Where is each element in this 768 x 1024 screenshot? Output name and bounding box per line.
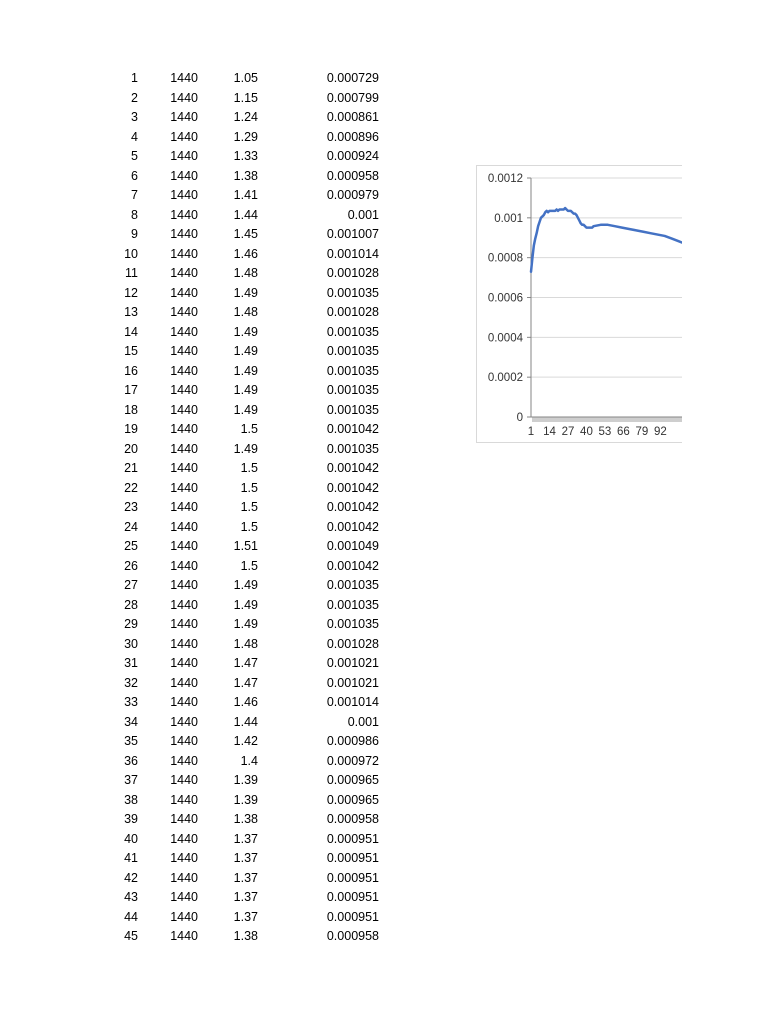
ratio-cell: 0.001035 xyxy=(326,597,379,612)
value-cell: 1.49 xyxy=(233,363,258,378)
x-tick-label: 79 xyxy=(635,426,649,438)
value-cell: 1.24 xyxy=(233,110,258,124)
value-cell: 1.38 xyxy=(233,929,258,943)
param-cell: 1440 xyxy=(170,558,198,573)
ratio-cell: 0.001028 xyxy=(326,636,379,651)
param-cell: 1440 xyxy=(170,656,198,670)
value-cell: 1.48 xyxy=(233,266,258,280)
value-cell: 1.49 xyxy=(233,597,258,612)
value-cell: 1.45 xyxy=(233,227,258,241)
ratio-cell: 0.001035 xyxy=(326,617,379,631)
row-index-cell: 10 xyxy=(124,246,138,261)
param-cell: 1440 xyxy=(170,168,198,183)
row-index-cell: 26 xyxy=(124,558,138,573)
ratio-cell: 0.001035 xyxy=(326,324,379,339)
row-index-cell: 14 xyxy=(124,324,138,339)
ratio-cell: 0.000965 xyxy=(326,792,379,807)
value-cell: 1.47 xyxy=(233,656,258,670)
chart-svg xyxy=(477,166,682,443)
param-cell: 1440 xyxy=(170,597,198,612)
y-tick-label: 0.0012 xyxy=(487,173,523,185)
row-index-cell: 34 xyxy=(124,714,138,729)
row-index-cell: 9 xyxy=(131,227,138,241)
ratio-cell: 0.000951 xyxy=(326,831,379,846)
row-index-cell: 38 xyxy=(124,792,138,807)
value-cell: 1.47 xyxy=(233,675,258,690)
row-index-cell: 22 xyxy=(124,480,138,495)
value-cell: 1.38 xyxy=(233,812,258,826)
row-index-cell: 15 xyxy=(124,344,138,358)
ratio-cell: 0.000924 xyxy=(326,149,379,163)
x-tick-label: 1 xyxy=(527,426,535,438)
ratio-cell: 0.000958 xyxy=(326,812,379,826)
param-cell: 1440 xyxy=(170,675,198,690)
ratio-cell: 0.000986 xyxy=(326,734,379,748)
param-cell: 1440 xyxy=(170,207,198,222)
y-tick-label: 0.0006 xyxy=(487,292,523,305)
row-index-cell: 13 xyxy=(124,305,138,319)
value-cell: 1.44 xyxy=(233,714,258,729)
ratio-cell: 0.000729 xyxy=(326,71,379,85)
ratio-cell: 0.001007 xyxy=(326,227,379,241)
row-index-cell: 16 xyxy=(124,363,138,378)
ratio-cell: 0.001042 xyxy=(326,461,379,475)
x-tick-label: 40 xyxy=(580,426,593,438)
param-cell: 1440 xyxy=(170,129,198,144)
value-cell: 1.5 xyxy=(240,461,258,475)
row-index-cell: 36 xyxy=(124,753,138,768)
ratio-cell: 0.001049 xyxy=(326,539,379,553)
value-cell: 1.33 xyxy=(233,149,258,163)
ratio-cell: 0.001035 xyxy=(326,383,379,397)
y-tick-label: 0 xyxy=(516,412,523,424)
param-cell: 1440 xyxy=(170,890,198,904)
value-cell: 1.15 xyxy=(233,90,258,105)
param-cell: 1440 xyxy=(170,363,198,378)
row-index-cell: 23 xyxy=(124,500,138,514)
ratio-cell: 0.001035 xyxy=(326,578,379,592)
param-cell: 1440 xyxy=(170,480,198,495)
value-cell: 1.4 xyxy=(240,753,258,768)
value-cell: 1.37 xyxy=(233,870,258,885)
ratio-cell: 0.000896 xyxy=(326,129,379,144)
y-tick-label: 0.001 xyxy=(494,212,523,225)
y-tick-label: 0.0002 xyxy=(487,372,523,385)
param-cell: 1440 xyxy=(170,851,198,865)
param-cell: 1440 xyxy=(170,714,198,729)
ratio-cell: 0.001042 xyxy=(326,519,379,534)
value-cell: 1.49 xyxy=(233,344,258,358)
row-index-cell: 43 xyxy=(124,890,138,904)
row-index-cell: 27 xyxy=(124,578,138,592)
value-cell: 1.44 xyxy=(233,207,258,222)
ratio-cell: 0.001042 xyxy=(326,480,379,495)
row-index-cell: 45 xyxy=(124,929,138,943)
row-index-cell: 35 xyxy=(124,734,138,748)
param-cell: 1440 xyxy=(170,90,198,105)
value-cell: 1.48 xyxy=(233,305,258,319)
row-index-cell: 33 xyxy=(124,695,138,709)
ratio-cell: 0.001014 xyxy=(326,246,379,261)
row-index-cell: 32 xyxy=(124,675,138,690)
x-tick-label: 53 xyxy=(598,426,612,438)
param-cell: 1440 xyxy=(170,324,198,339)
param-cell: 1440 xyxy=(170,227,198,241)
param-cell: 1440 xyxy=(170,422,198,436)
row-index-cell: 7 xyxy=(131,188,138,202)
ratio-cell: 0.000951 xyxy=(326,870,379,885)
param-cell: 1440 xyxy=(170,617,198,631)
param-cell: 1440 xyxy=(170,870,198,885)
param-cell: 1440 xyxy=(170,519,198,534)
param-cell: 1440 xyxy=(170,344,198,358)
row-index-cell: 11 xyxy=(125,266,138,280)
ratio-cell: 0.000951 xyxy=(326,851,379,865)
param-cell: 1440 xyxy=(170,266,198,280)
value-cell: 1.46 xyxy=(233,695,258,709)
param-cell: 1440 xyxy=(170,636,198,651)
param-cell: 1440 xyxy=(170,246,198,261)
row-index-cell: 8 xyxy=(131,207,138,222)
value-cell: 1.37 xyxy=(233,909,258,924)
value-cell: 1.49 xyxy=(233,617,258,631)
param-cell: 1440 xyxy=(170,695,198,709)
row-index-cell: 39 xyxy=(124,812,138,826)
ratio-cell: 0.000951 xyxy=(326,909,379,924)
row-index-cell: 19 xyxy=(124,422,138,436)
ratio-cell: 0.001028 xyxy=(326,305,379,319)
ratio-cell: 0.001042 xyxy=(326,422,379,436)
row-index-cell: 1 xyxy=(131,71,138,85)
value-cell: 1.49 xyxy=(233,578,258,592)
x-tick-label: 66 xyxy=(617,426,630,438)
value-cell: 1.42 xyxy=(233,734,258,748)
ratio-cell: 0.001035 xyxy=(326,285,379,300)
ratio-cell: 0.000965 xyxy=(326,773,379,787)
param-cell: 1440 xyxy=(170,188,198,202)
x-tick-label: 27 xyxy=(561,426,575,438)
value-cell: 1.38 xyxy=(233,168,258,183)
value-cell: 1.5 xyxy=(240,480,258,495)
param-cell: 1440 xyxy=(170,578,198,592)
value-cell: 1.48 xyxy=(233,636,258,651)
ratio-cell: 0.000951 xyxy=(326,890,379,904)
param-cell: 1440 xyxy=(170,734,198,748)
param-cell: 1440 xyxy=(170,500,198,514)
ratio-cell: 0.000972 xyxy=(326,753,379,768)
ratio-cell: 0.001 xyxy=(347,714,379,729)
param-cell: 1440 xyxy=(170,285,198,300)
row-index-cell: 37 xyxy=(124,773,138,787)
value-cell: 1.37 xyxy=(233,831,258,846)
ratio-cell: 0.000979 xyxy=(326,188,379,202)
row-index-cell: 20 xyxy=(124,441,138,456)
row-index-cell: 40 xyxy=(124,831,138,846)
param-cell: 1440 xyxy=(170,929,198,943)
x-tick-label: 92 xyxy=(654,426,667,438)
row-index-cell: 4 xyxy=(131,129,138,144)
ratio-cell: 0.001021 xyxy=(326,675,379,690)
param-cell: 1440 xyxy=(170,110,198,124)
row-index-cell: 25 xyxy=(124,539,138,553)
param-cell: 1440 xyxy=(170,461,198,475)
value-cell: 1.37 xyxy=(233,890,258,904)
param-cell: 1440 xyxy=(170,753,198,768)
ratio-cell: 0.000799 xyxy=(326,90,379,105)
value-cell: 1.29 xyxy=(233,129,258,144)
row-index-cell: 12 xyxy=(124,285,138,300)
ratio-cell: 0.000958 xyxy=(326,929,379,943)
value-cell: 1.05 xyxy=(233,71,258,85)
ratio-cell: 0.001035 xyxy=(326,441,379,456)
value-cell: 1.49 xyxy=(233,324,258,339)
ratio-cell: 0.001028 xyxy=(326,266,379,280)
param-cell: 1440 xyxy=(170,402,198,417)
value-cell: 1.5 xyxy=(240,500,258,514)
row-index-cell: 6 xyxy=(131,168,138,183)
param-cell: 1440 xyxy=(170,792,198,807)
param-cell: 1440 xyxy=(170,383,198,397)
value-cell: 1.49 xyxy=(233,285,258,300)
ratio-cell: 0.001 xyxy=(347,207,379,222)
ratio-cell: 0.001042 xyxy=(326,558,379,573)
value-cell: 1.49 xyxy=(233,383,258,397)
ratio-cell: 0.001042 xyxy=(326,500,379,514)
ratio-cell: 0.001021 xyxy=(326,656,379,670)
row-index-cell: 24 xyxy=(124,519,138,534)
param-cell: 1440 xyxy=(170,305,198,319)
row-index-cell: 2 xyxy=(131,90,138,105)
row-index-cell: 29 xyxy=(124,617,138,631)
param-cell: 1440 xyxy=(170,149,198,163)
value-cell: 1.39 xyxy=(233,792,258,807)
ratio-cell: 0.000861 xyxy=(326,110,379,124)
param-cell: 1440 xyxy=(170,812,198,826)
param-cell: 1440 xyxy=(170,441,198,456)
row-index-cell: 30 xyxy=(124,636,138,651)
value-cell: 1.37 xyxy=(233,851,258,865)
row-index-cell: 5 xyxy=(131,149,138,163)
param-cell: 1440 xyxy=(170,909,198,924)
value-cell: 1.51 xyxy=(233,539,258,553)
value-cell: 1.46 xyxy=(233,246,258,261)
y-tick-label: 0.0008 xyxy=(487,252,523,265)
ratio-cell: 0.001035 xyxy=(326,363,379,378)
row-index-cell: 41 xyxy=(124,851,138,865)
param-cell: 1440 xyxy=(170,831,198,846)
line-chart[interactable] xyxy=(476,165,682,443)
row-index-cell: 17 xyxy=(124,383,138,397)
value-cell: 1.5 xyxy=(240,422,258,436)
row-index-cell: 3 xyxy=(131,110,138,124)
y-tick-label: 0.0004 xyxy=(487,332,523,345)
param-cell: 1440 xyxy=(170,71,198,85)
ratio-cell: 0.001035 xyxy=(326,344,379,358)
value-cell: 1.39 xyxy=(233,773,258,787)
value-cell: 1.49 xyxy=(233,402,258,417)
ratio-cell: 0.000958 xyxy=(326,168,379,183)
ratio-cell: 0.001035 xyxy=(326,402,379,417)
row-index-cell: 28 xyxy=(124,597,138,612)
row-index-cell: 44 xyxy=(124,909,138,924)
param-cell: 1440 xyxy=(170,773,198,787)
row-index-cell: 18 xyxy=(124,402,138,417)
value-cell: 1.41 xyxy=(233,188,258,202)
value-cell: 1.5 xyxy=(240,519,258,534)
row-index-cell: 42 xyxy=(124,870,138,885)
ratio-cell: 0.001014 xyxy=(326,695,379,709)
value-cell: 1.5 xyxy=(240,558,258,573)
row-index-cell: 31 xyxy=(124,656,138,670)
param-cell: 1440 xyxy=(170,539,198,553)
x-tick-label: 14 xyxy=(543,426,556,438)
value-cell: 1.49 xyxy=(233,441,258,456)
row-index-cell: 21 xyxy=(124,461,138,475)
